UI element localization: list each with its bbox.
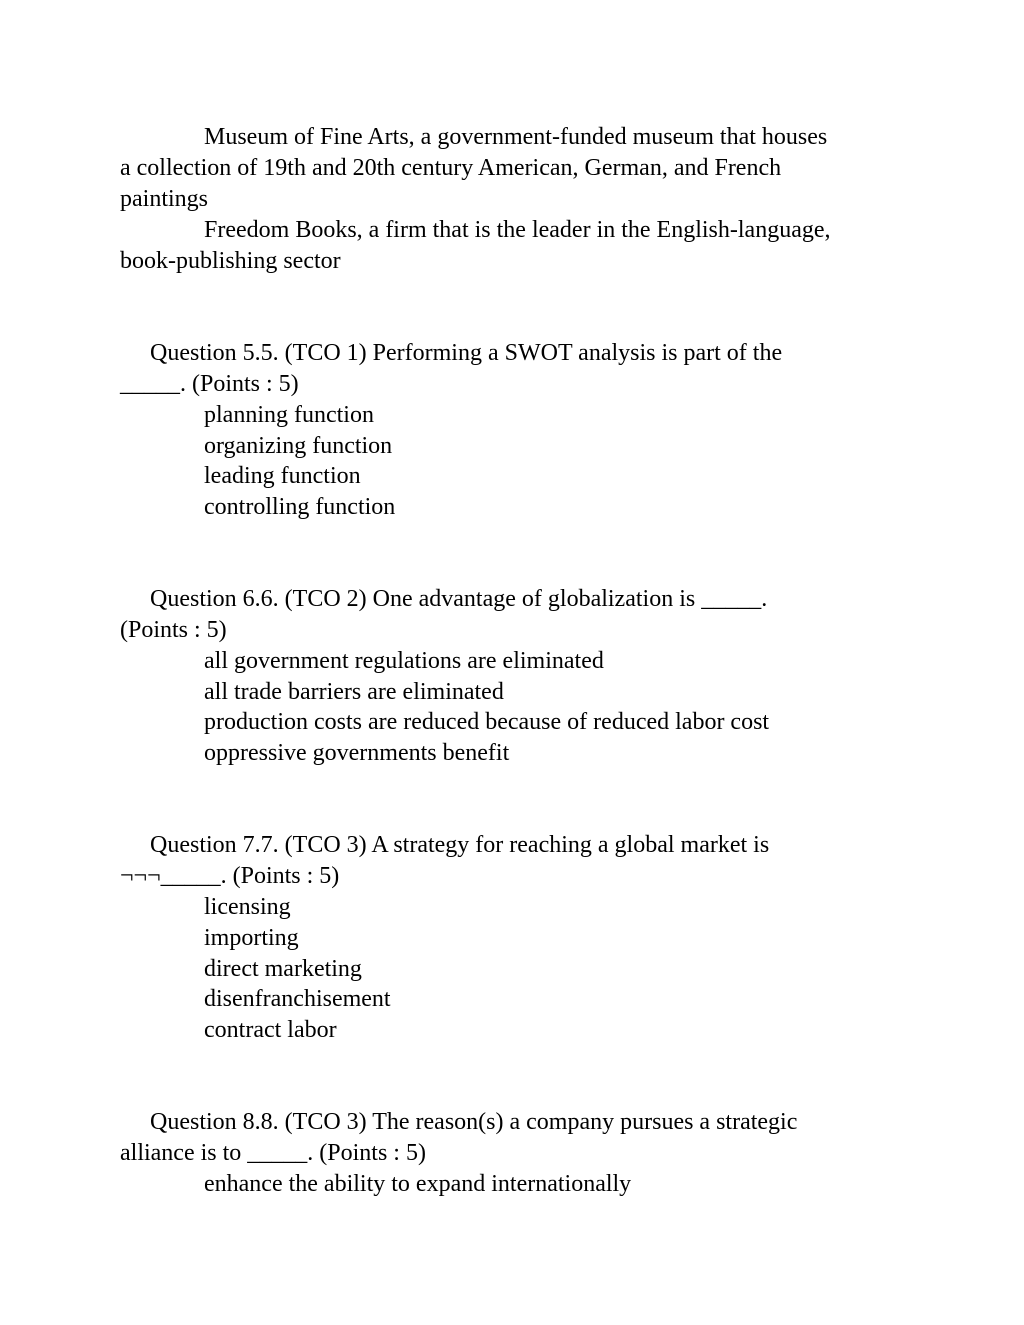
- question-7-text-line1: Question 7.7. (TCO 3) A strategy for reaching a global market is: [150, 832, 770, 858]
- question-5-text-line1: Question 5.5. (TCO 1) Performing a SWOT analysis is part of the: [150, 340, 783, 366]
- question-7-option: disenfranchisement: [204, 986, 391, 1012]
- option-museum-line2: a collection of 19th and 20th century American, German, and French: [120, 155, 782, 181]
- option-freedom-line2: book-publishing sector: [120, 248, 341, 274]
- question-7-option: importing: [204, 925, 299, 951]
- question-5-option: controlling function: [204, 494, 396, 520]
- question-6-option: all government regulations are eliminated: [204, 648, 604, 674]
- option-museum-line3: paintings: [120, 186, 208, 212]
- question-6-text-line1: Question 6.6. (TCO 2) One advantage of globalization is _____.: [150, 586, 768, 612]
- question-7-text-line2: ¬¬¬_____. (Points : 5): [120, 863, 340, 889]
- question-6-text-line2: (Points : 5): [120, 617, 227, 643]
- question-6-option: oppressive governments benefit: [204, 740, 510, 766]
- question-5-option: leading function: [204, 463, 361, 489]
- question-8-option: enhance the ability to expand internationally: [204, 1171, 632, 1197]
- option-museum-line1: Museum of Fine Arts, a government-funded museum that houses: [204, 124, 828, 150]
- question-7-option: contract labor: [204, 1017, 337, 1043]
- question-7-option: direct marketing: [204, 956, 362, 982]
- question-5-text-line2: _____. (Points : 5): [120, 371, 299, 397]
- question-6-option: all trade barriers are eliminated: [204, 679, 504, 705]
- question-5-option: planning function: [204, 402, 374, 428]
- option-freedom-line1: Freedom Books, a firm that is the leader in the English-language,: [204, 217, 831, 243]
- question-6-option: production costs are reduced because of reduced labor cost: [204, 709, 770, 735]
- question-8-text-line2: alliance is to _____. (Points : 5): [120, 1140, 426, 1166]
- question-7-option: licensing: [204, 894, 291, 920]
- question-5-option: organizing function: [204, 433, 393, 459]
- question-8-text-line1: Question 8.8. (TCO 3) The reason(s) a company pursues a strategic: [150, 1109, 798, 1135]
